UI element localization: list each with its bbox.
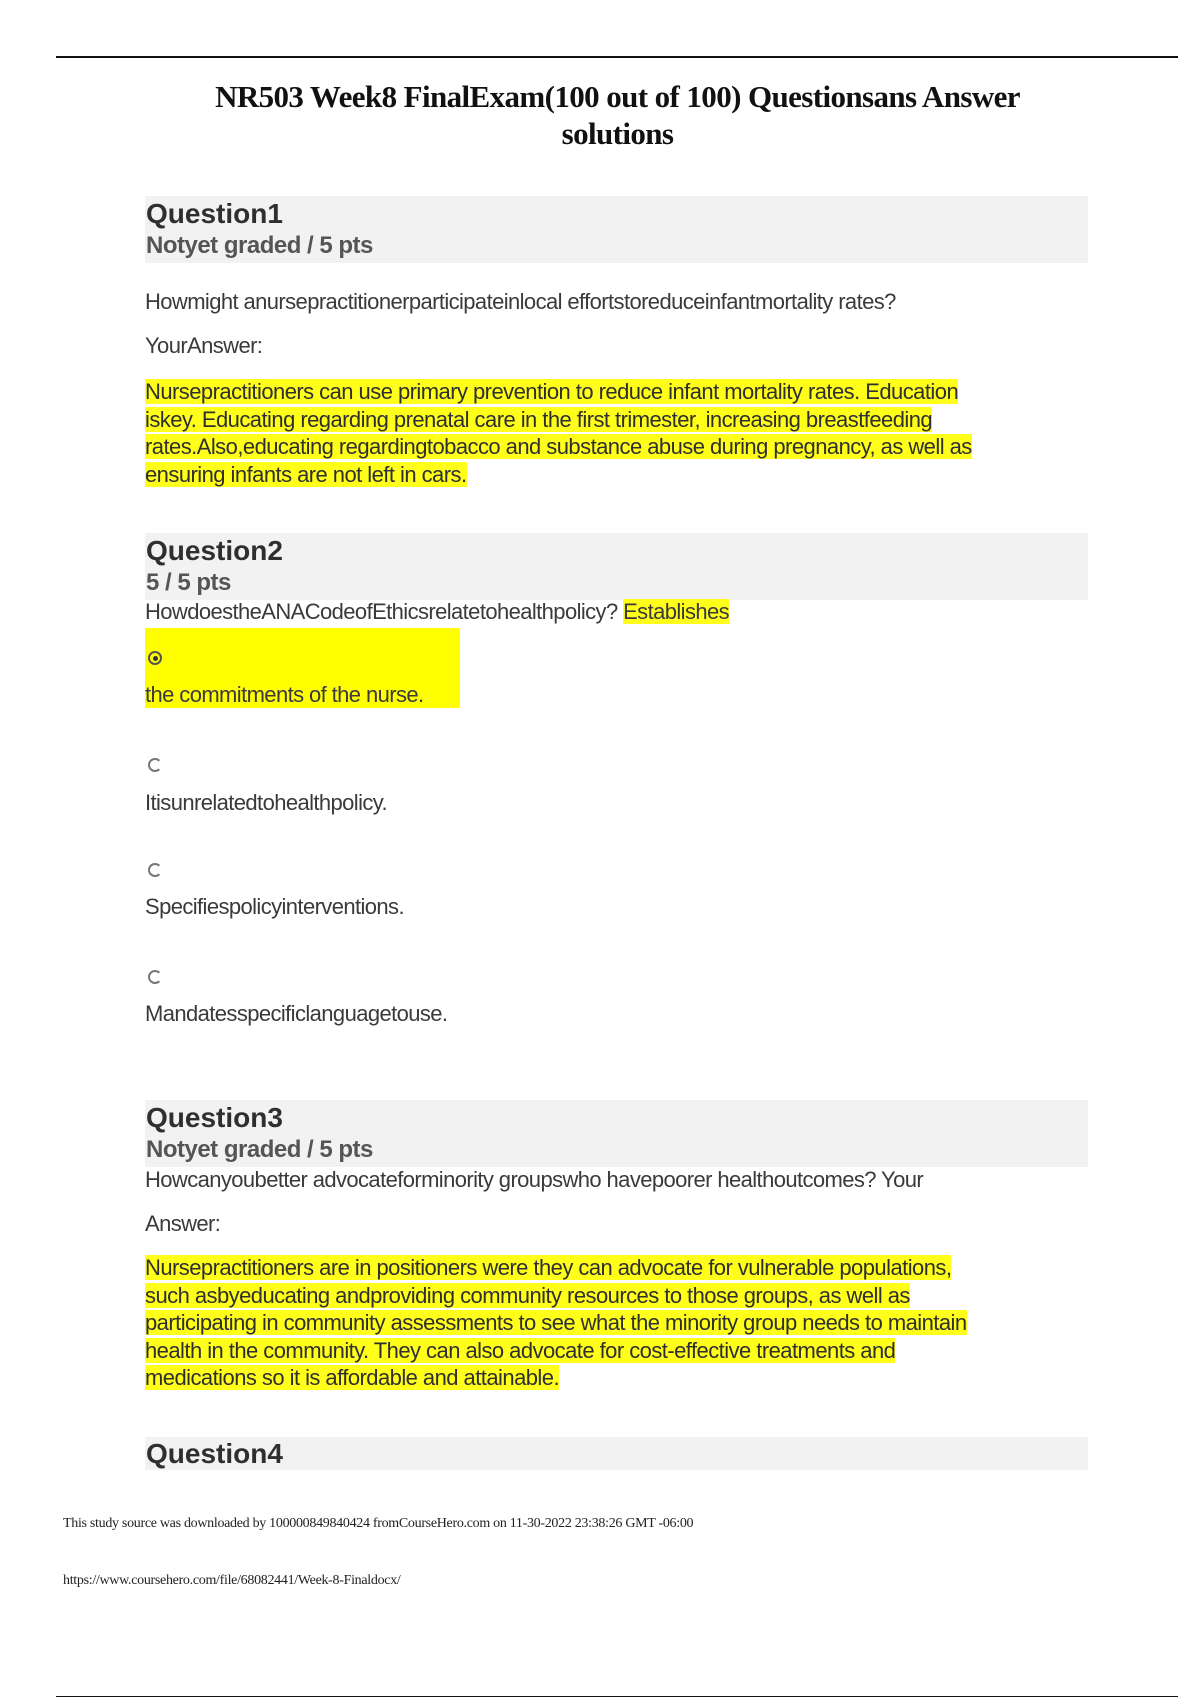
option-4-label: Mandatesspecificlanguagetouse. — [145, 1001, 448, 1026]
option-1-label: the commitments of the nurse. — [145, 682, 424, 707]
top-rule — [56, 56, 1178, 58]
answer-line: participating in community assessments to see what the minority group needs to maintain — [145, 1310, 967, 1335]
answer-line: rates.Also,educating regardingtobacco and substance abuse during pregnancy, as well as — [145, 434, 972, 459]
question-1-answer — [145, 378, 1080, 488]
answer-line: Nursepractitioners are in positioners were they can advocate for vulnerable populations, — [145, 1255, 952, 1280]
question-1-title: Question1 — [146, 198, 283, 229]
document-title — [150, 78, 1085, 152]
answer-line: health in the community. They can also advocate for cost-effective treatments and — [145, 1337, 896, 1363]
question-1-header — [145, 196, 1088, 263]
radio-option-4[interactable] — [148, 970, 162, 984]
question-1-answer-label: YourAnswer: — [145, 333, 263, 358]
option-2-label: Itisunrelatedtohealthpolicy. — [145, 790, 388, 815]
answer-line: medications so it is affordable and attainable. — [145, 1365, 560, 1390]
question-4-header — [145, 1437, 1088, 1470]
title-line-2: solutions — [561, 116, 674, 151]
question-2-prompt-text: HowdoestheANACodeofEthicsrelatetohealthpolicy? — [145, 599, 618, 624]
question-3-header — [145, 1100, 1088, 1167]
question-2-score: 5 / 5 pts — [146, 569, 231, 596]
question-3-answer-label: Answer: — [145, 1211, 221, 1236]
question-2-prompt-highlight: Establishes — [623, 599, 730, 624]
answer-line: such asbyeducating andproviding community resources to those groups, as well as — [145, 1282, 910, 1308]
question-2-header — [145, 533, 1088, 600]
title-line-1: NR503 Week8 FinalExam(100 out of 100) Questionsans Answer — [215, 79, 1020, 114]
bottom-rule — [56, 1696, 1178, 1697]
answer-line: ensuring infants are not left in cars. — [145, 461, 467, 487]
radio-option-1[interactable] — [148, 651, 162, 665]
question-2-title: Question2 — [146, 535, 283, 566]
question-1-prompt: Howmight anursepractitionerparticipateinlocal effortstoreduceinfantmortality rates? — [145, 289, 896, 314]
answer-line: Nursepractitioners can use primary prevention to reduce infant mortality rates. Education — [145, 379, 959, 404]
question-2-prompt — [145, 598, 729, 625]
option-3-label: Specifiespolicyinterventions. — [145, 894, 404, 919]
question-3-prompt: Howcanyoubetter advocateforminority groupswho havepoorer healthoutcomes? Your — [145, 1167, 924, 1192]
download-source-note: This study source was downloaded by 100000849840424 fromCourseHero.com on 11-30-2022 23:38:26 GMT -06:00 — [63, 1516, 694, 1531]
radio-option-3[interactable] — [148, 863, 162, 877]
question-3-score: Notyet graded / 5 pts — [146, 1136, 373, 1163]
question-4-title: Question4 — [146, 1438, 283, 1469]
source-url[interactable]: https://www.coursehero.com/file/68082441/Week-8-Finaldocx/ — [63, 1573, 401, 1588]
question-1-score: Notyet graded / 5 pts — [146, 232, 373, 259]
question-3-title: Question3 — [146, 1102, 283, 1133]
question-3-answer — [145, 1254, 1080, 1392]
answer-line: iskey. Educating regarding prenatal care in the first trimester, increasing breastfeeding — [145, 406, 933, 432]
radio-option-2[interactable] — [148, 758, 162, 772]
